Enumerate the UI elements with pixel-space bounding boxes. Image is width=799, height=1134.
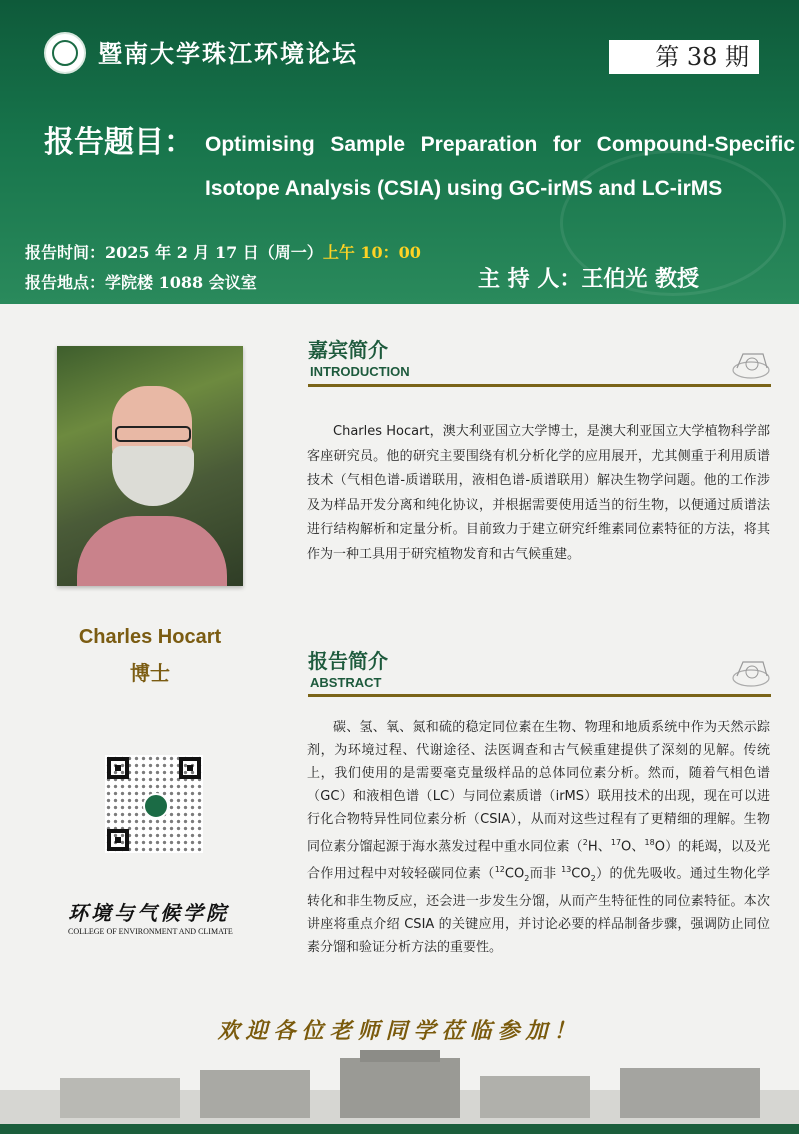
bottom-band: [0, 1124, 799, 1134]
welcome-message: 欢迎各位老师同学莅临参加！: [217, 1018, 582, 1044]
issue-number: 第 38 期: [609, 40, 759, 74]
report-time: [25, 240, 421, 263]
host: 主 持 人：王伯光 教授: [478, 266, 699, 292]
place-value: 学院楼 1088 会议室: [105, 273, 257, 292]
intro-title: 嘉宾简介: [308, 338, 388, 362]
university-logo: [44, 32, 86, 74]
place-label: 报告地点：: [25, 273, 106, 292]
abstract-subtitle: ABSTRACT: [310, 675, 382, 690]
intro-subtitle: INTRODUCTION: [310, 364, 410, 379]
forum-title: 暨南大学珠江环境论坛: [98, 39, 358, 68]
intro-text: Charles Hocart，澳大利亚国立大学博士，是澳大利亚国立大学植物科学部客座研究员。他的研究主要围绕有机分析化学的应用展开，尤其侧重于利用质谱技术（气相色谱-质谱联用，液相色谱-质谱联用）解决生物学问题。他的工作涉及为样品开发分离和纯化协议，并根据需要使用适当的衍生物，以便通过质谱法进行结构解析和定量分析。目前致力于建立研究纤维素同位素特征的方法，将其作为一种工具用于研究植物发育和古气候重建。: [307, 424, 770, 562]
topic-title: Optimising Sample Preparation for Compound-Specific Isotope Analysis (CSIA) using GC-irMS and LC-irMS: [205, 133, 795, 200]
time-label: 报告时间：: [25, 243, 106, 262]
abstract-title: 报告简介: [308, 649, 388, 673]
abstract-divider: [308, 694, 771, 697]
topic-label: 报告题目：: [44, 125, 194, 160]
seal-icon: [729, 350, 773, 380]
report-place: [25, 270, 257, 293]
time-value: 2025 年 2 月 17 日（周一）: [105, 243, 323, 262]
college-name-en: COLLEGE OF ENVIRONMENT AND CLIMATE: [68, 927, 233, 936]
college-name-cn: 环境与气候学院: [68, 901, 229, 925]
speaker-photo: [57, 346, 243, 586]
header-banner: [0, 0, 799, 304]
speaker-name: Charles Hocart: [78, 626, 222, 648]
speaker-title: 博士: [130, 661, 170, 685]
abstract-text: 碳、氢、氧、氮和硫的稳定同位素在生物、物理和地质系统中作为天然示踪剂，为环境过程、代谢途径、法医调查和古气候重建提供了深刻的见解。传统上，我们使用的是需要毫克量级样品的总体同位素分析。然而，随着气相色谱（GC）和液相色谱（LC）与同位素质谱（irMS）联用技术的出现，现在可以进行化合物特异性同位素分析（CSIA），从而对这些过程有了更精细的理解。生物同位素分馏起源于海水蒸发过程中重水同位素（$^2$H、$^{17}$O、$^{18}$O）的耗竭，以及光合作用过程中对较轻碳同位素（$^{12}CO_2$而非 $^{13}CO_2$）的优先吸收。通过生物化学转化和非生物反应，还会进一步发生分馏，从而产生特征性的同位素特征。本次讲座将重点介绍 CSIA 的关键应用，并讨论必要的样品制备步骤，强调防止同位素分馏和验证分析方法的重要性。: [307, 720, 771, 956]
time-highlight: 上午 10：00: [322, 243, 421, 262]
qr-code[interactable]: [105, 755, 203, 853]
seal-icon-2: [729, 658, 773, 688]
campus-skyline: [0, 1050, 799, 1124]
intro-divider: [308, 384, 771, 387]
